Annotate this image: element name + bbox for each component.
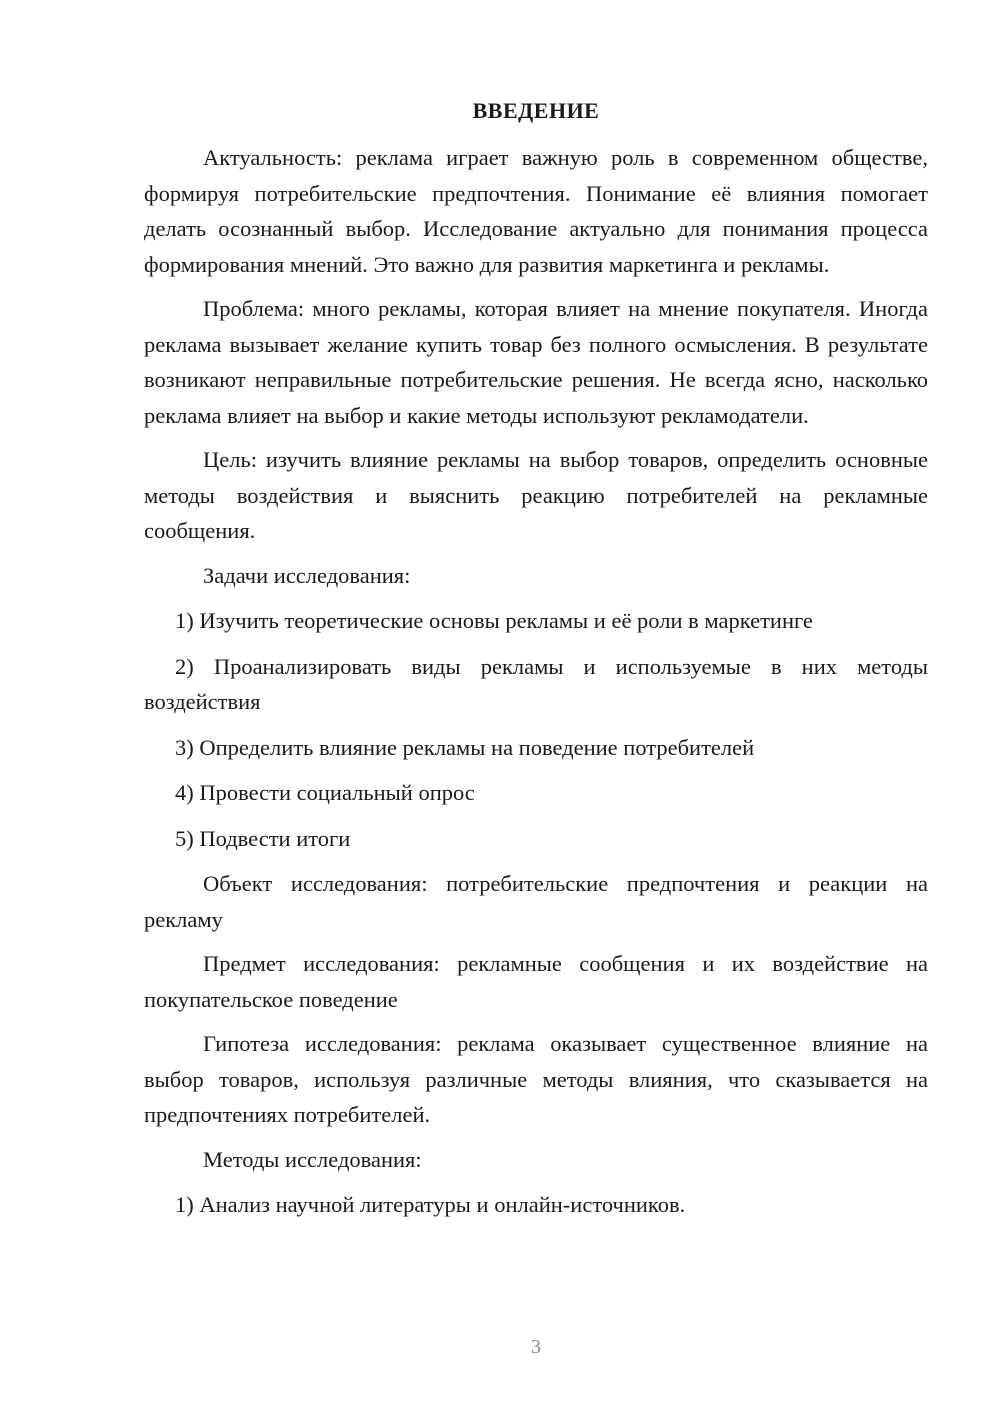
- page-number: 3: [531, 1336, 541, 1358]
- page-title: ВВЕДЕНИЕ: [472, 98, 600, 123]
- document-body: [144, 140, 928, 1233]
- tasks-label: Задачи исследования:: [203, 562, 411, 588]
- task-item-3: 3) Определить влияние рекламы на поведение потребителей: [175, 734, 755, 760]
- object-paragraph: Объект исследования: потребительские предпочтения и реакции на рекламу: [144, 871, 928, 932]
- method-item-1: 1) Анализ научной литературы и онлайн-источников.: [175, 1192, 686, 1217]
- goal-paragraph: Цель: изучить влияние рекламы на выбор товаров, определить основные методы воздействия и выяснить реакцию потребителей на рекламные сообщения.: [144, 447, 928, 543]
- task-item-1: 1) Изучить теоретические основы рекламы и её роли в маркетинге: [175, 608, 813, 633]
- task-item-2: 2) Проанализировать виды рекламы и используемые в них методы воздействия: [144, 653, 928, 714]
- problem-paragraph: Проблема: много рекламы, которая влияет на мнение покупателя. Иногда реклама вызывает желание купить товар без полного осмысления. В результате возникают неправильные потребительские решения. Не всегда ясно, насколько реклама влияет на выбор и какие методы используют рекламодатели.: [144, 296, 928, 428]
- relevance-paragraph: Актуальность: реклама играет важную роль в современном обществе, формируя потребительские предпочтения. Понимание её влияния помогает делать осознанный выбор. Исследование актуально для понимания процесса формирования мнений. Это важно для развития маркетинга и рекламы.: [144, 145, 928, 277]
- task-item-4: 4) Провести социальный опрос: [175, 780, 475, 805]
- task-item-5: 5) Подвести итоги: [175, 825, 351, 851]
- subject-paragraph: Предмет исследования: рекламные сообщения и их воздействие на покупательское поведение: [144, 951, 928, 1012]
- hypothesis-paragraph: Гипотеза исследования: реклама оказывает существенное влияние на выбор товаров, используя различные методы влияния, что сказывается на предпочтениях потребителей.: [144, 1031, 928, 1127]
- methods-label: Методы исследования:: [203, 1146, 422, 1172]
